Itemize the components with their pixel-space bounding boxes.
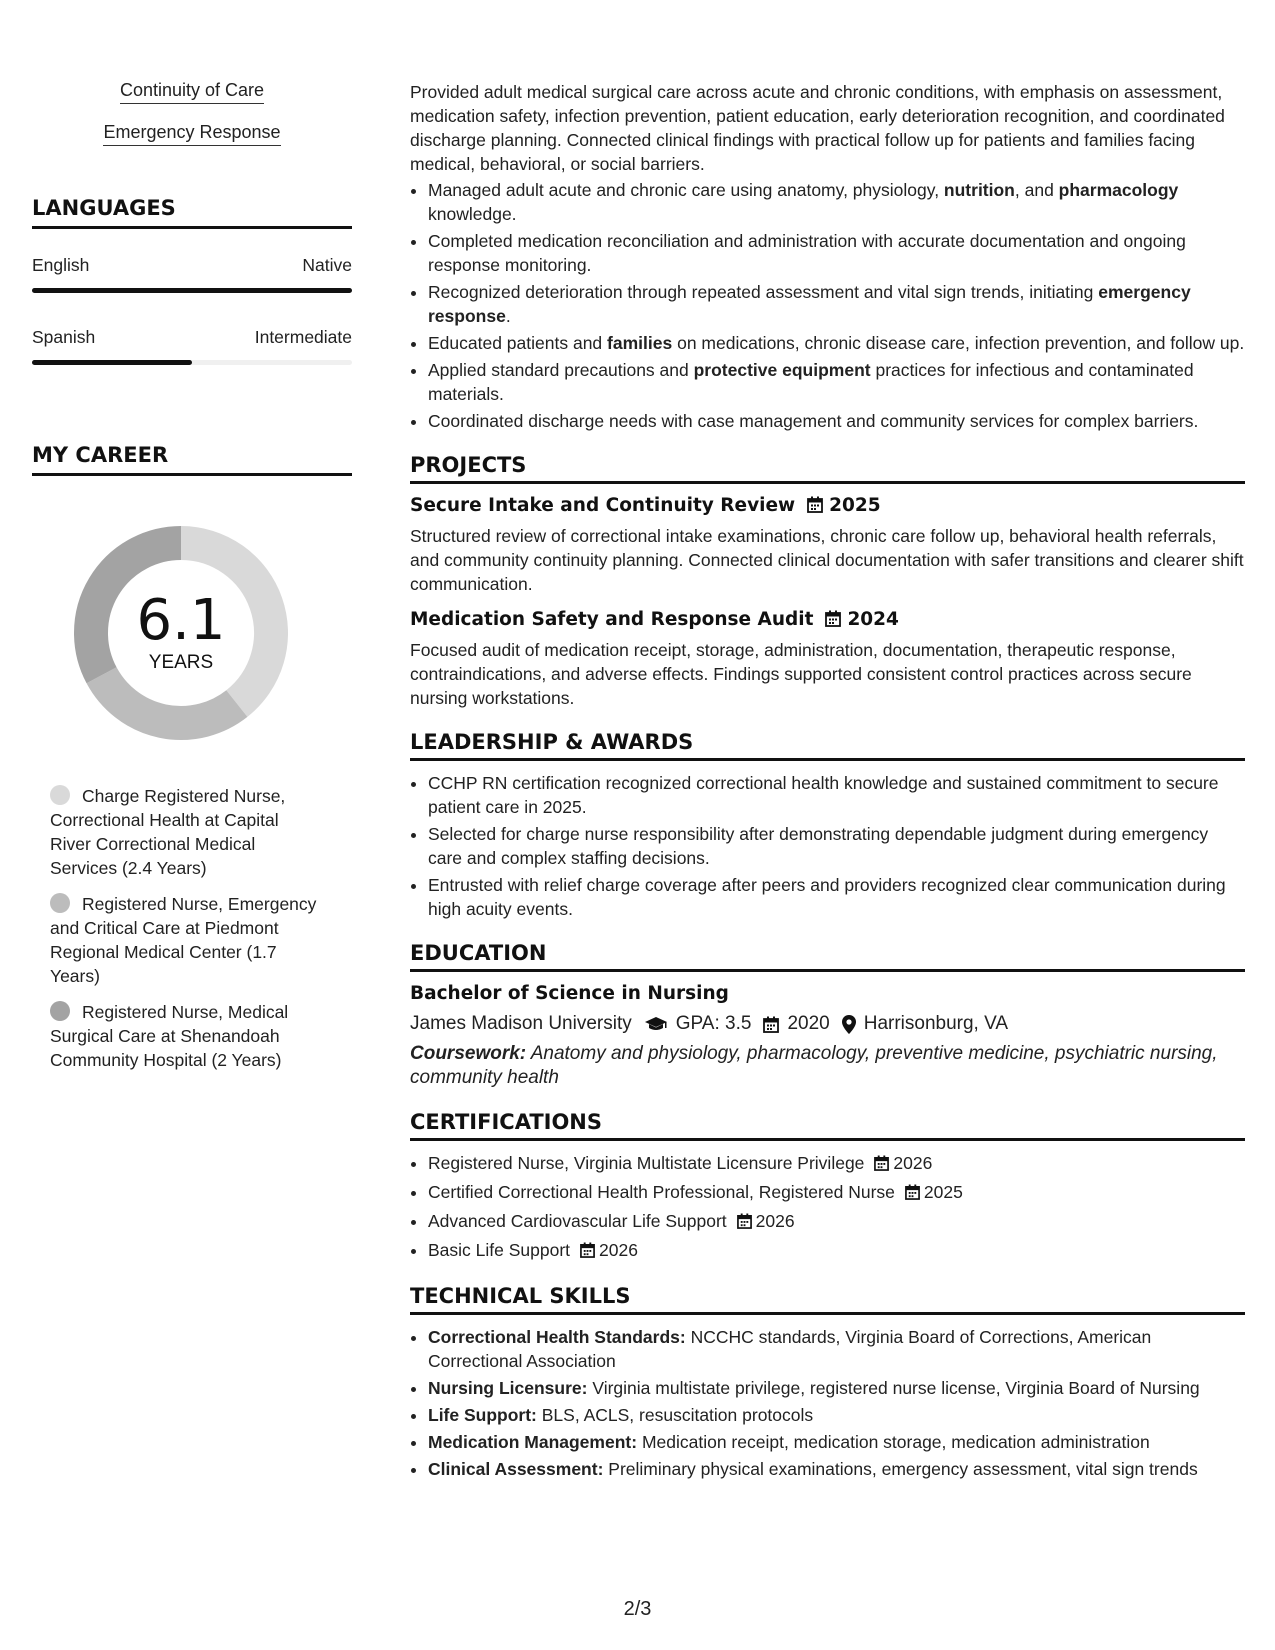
calendar-icon [580,1240,595,1264]
language-bar [32,288,352,293]
certifications-list [410,1151,1245,1264]
language-bar-fill [32,288,352,293]
certification-item: • Basic Life Support 2026 [428,1238,1245,1264]
coursework: Coursework: Anatomy and physiology, pharmacology, preventive medicine, psychiatric nursing, community health [410,1043,1218,1088]
languages-heading: LANGUAGES [32,196,352,229]
experience-summary: Provided adult medical surgical care across acute and chronic conditions, with emphasis on assessment, medication safety, infection prevention, patient education, early deterioration recognition, and coordinated discharge planning. Connected clinical findings with practical follow up for patients and families facing medical, behavioral, or social barriers. [410,82,1225,174]
certifications-heading: CERTIFICATIONS [410,1110,1245,1141]
projects-heading: PROJECTS [410,453,1245,484]
graduation-year: 2020 [787,1013,830,1034]
career-legend-item: Charge Registered Nurse, Correctional Health at Capital River Correctional Medical Services (2.4 Years) [50,786,286,878]
language-item [32,327,352,365]
career-legend-item: Registered Nurse, Emergency and Critical Care at Piedmont Regional Medical Center (1.7 Years) [50,894,317,986]
calendar-icon [874,1153,889,1177]
project-year: 2024 [847,609,899,630]
technical-skills-list [410,1325,1245,1481]
career-donut-chart [66,518,296,748]
experience-bullets [410,178,1245,433]
education-details [410,1012,1245,1036]
experience-bullet: • Completed medication reconciliation and administration with accurate documentation and ongoing response monitoring. [428,229,1245,277]
certification-item: • Registered Nurse, Virginia Multistate Licensure Privilege 2026 [428,1151,1245,1177]
experience-bullet: • Educated patients and families on medications, chronic disease care, infection prevention, and follow up. [428,331,1245,355]
degree-title: Bachelor of Science in Nursing [410,983,729,1004]
legend-dot-icon [50,785,70,805]
experience-bullet: • Applied standard precautions and protective equipment practices for infectious and contaminated materials. [428,358,1245,406]
project-item [410,608,1245,710]
location-pin-icon [842,1015,856,1034]
gpa: GPA: 3.5 [675,1013,752,1034]
project-year: 2025 [829,495,881,516]
calendar-icon [905,1182,920,1206]
language-level: Intermediate [254,327,352,347]
calendar-icon [737,1211,752,1235]
language-level: Native [302,255,352,275]
project-description: Structured review of correctional intake examinations, chronic care follow up, behavioral health referrals, and community continuity planning. Connected clinical documentation with safer transitions and clearer shift communication. [410,526,1244,594]
legend-dot-icon [50,893,70,913]
career-heading: MY CAREER [32,443,352,476]
page-number: 2/3 [623,1598,652,1620]
career-legend [50,784,320,1072]
language-bar-fill [32,360,192,365]
skill-tag: Continuity of Care [32,80,352,104]
project-title: Secure Intake and Continuity Review [410,495,796,516]
leadership-item: • Selected for charge nurse responsibility after demonstrating dependable judgment during emergency care and complex staffing decisions. [428,822,1245,870]
experience-bullet: • Managed adult acute and chronic care using anatomy, physiology, nutrition, and pharmacology knowledge. [428,178,1245,226]
location: Harrisonburg, VA [863,1013,1009,1034]
experience-bullet: • Coordinated discharge needs with case management and community services for complex barriers. [428,409,1245,433]
technical-skill-item: • Clinical Assessment: Preliminary physical examinations, emergency assessment, vital sign trends [428,1457,1245,1481]
calendar-icon [825,610,841,634]
leadership-item: • CCHP RN certification recognized correctional health knowledge and sustained commitment to secure patient care in 2025. [428,771,1245,819]
leadership-heading: LEADERSHIP & AWARDS [410,730,1245,761]
legend-dot-icon [50,1001,70,1021]
graduation-cap-icon [644,1016,668,1032]
technical-skill-item: • Nursing Licensure: Virginia multistate privilege, registered nurse license, Virginia Board of Nursing [428,1376,1245,1400]
calendar-icon [763,1016,779,1033]
leadership-item: • Entrusted with relief charge coverage after peers and providers recognized clear communication during high acuity events. [428,873,1245,921]
language-name: Spanish [32,327,96,347]
sidebar [32,80,352,1084]
technical-skills-heading: TECHNICAL SKILLS [410,1284,1245,1315]
language-bar [32,360,352,365]
calendar-icon [807,496,823,520]
career-total-unit: YEARS [148,652,214,673]
leadership-list [410,771,1245,921]
experience-bullet: • Recognized deterioration through repeated assessment and vital sign trends, initiating emergency response. [428,280,1245,328]
technical-skill-item: • Life Support: BLS, ACLS, resuscitation protocols [428,1403,1245,1427]
technical-skill-item: • Correctional Health Standards: NCCHC standards, Virginia Board of Corrections, American Correctional Association [428,1325,1245,1373]
project-description: Focused audit of medication receipt, storage, administration, documentation, therapeutic response, contraindications, and adverse effects. Findings supported consistent control practices across secure nursing workstations. [410,640,1192,708]
career-legend-item: Registered Nurse, Medical Surgical Care at Shenandoah Community Hospital (2 Years) [50,1002,289,1070]
main-content [410,80,1245,1484]
school-name: James Madison University [410,1013,632,1034]
certification-item: • Certified Correctional Health Professional, Registered Nurse 2025 [428,1180,1245,1206]
career-total-years: 6.1 [136,588,226,653]
certification-item: • Advanced Cardiovascular Life Support 2026 [428,1209,1245,1235]
education-heading: EDUCATION [410,941,1245,972]
language-name: English [32,255,90,275]
language-item [32,255,352,293]
skill-tag: Emergency Response [32,122,352,146]
project-item [410,494,1245,596]
technical-skill-item: • Medication Management: Medication receipt, medication storage, medication administration [428,1430,1245,1454]
project-title: Medication Safety and Response Audit [410,609,814,630]
